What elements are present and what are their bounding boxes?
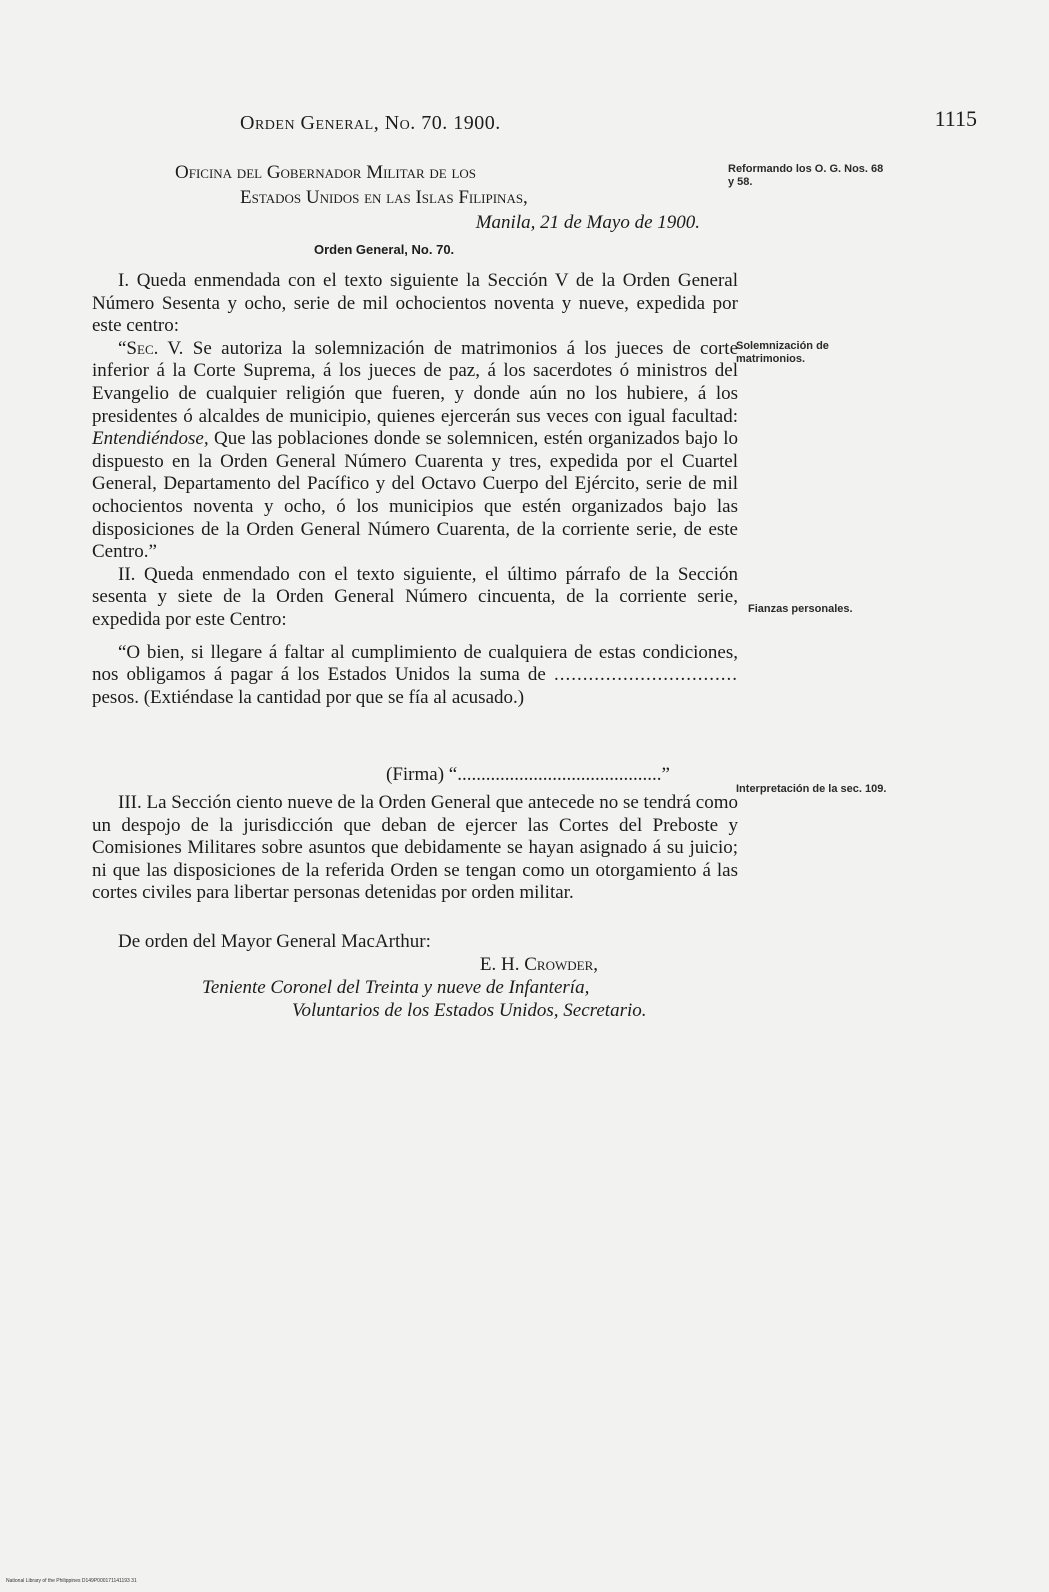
sidenote-fianzas: Fianzas personales. — [748, 603, 853, 615]
page-number: 1115 — [934, 106, 977, 131]
sidenote-solemnizacion: Solemnización de matrimonios. — [736, 340, 829, 365]
running-head: Orden General, No. 70. 1900. — [240, 112, 501, 134]
order-title: Orden General, No. 70. — [314, 242, 455, 257]
signatory-title-1: Teniente Coronel del Treinta y nueve de Infantería, — [202, 977, 590, 998]
office-line-1: Oficina del Gobernador Militar de los — [175, 162, 477, 183]
order-body-iii — [92, 792, 738, 905]
signatory-name-text: E. H. Crowder, — [479, 954, 598, 975]
scan-footer: National Library of the Philippines D149P000171141193 31 — [6, 1578, 137, 1584]
paragraph-iii: III. La Sección ciento nueve de la Orden General que antecede no se tendrá como un despojo de la jurisdicción que deban de ejercer las Cortes del Preboste y Comisiones Militares sobre asuntos que debidamente se hayan asignado á su juicio; ni que las disposiciones de la referida Orden se tengan como un otorgamiento á las cortes civiles para libertar personas detenidas por orden militar. — [92, 792, 738, 904]
bond-text-b: pesos. (Extiéndase la cantidad por que se fía al acusado.) — [92, 686, 525, 708]
office-date-line: Manila, 21 de Mayo de 1900. — [475, 212, 700, 233]
signatory-name — [92, 953, 738, 976]
paragraph-bond-clause — [92, 642, 738, 710]
sidenote-reformando: Reformando los O. G. Nos. 68 y 58. — [728, 163, 884, 188]
signature-blank: (Firma) “...........................................” — [386, 764, 670, 785]
bond-text-a: “O bien, si llegare á faltar al cumplimiento de cualquiera de estas condiciones, nos obligamos á pagar á los Estados Unidos la suma de — [92, 641, 738, 686]
sec-v-emphasis: Entendiéndose, — [92, 428, 209, 450]
paragraph-ii: II. Queda enmendado con el texto siguiente, el último párrafo de la Sección sesenta y siete de la Orden General Número cincuenta, de la corriente serie, expedida por este Centro: — [92, 563, 738, 630]
sec-v-text-a: Se autoriza la solemnización de matrimonios á los jueces de corte inferior á la Corte Suprema, á los jueces de paz, á los sacerdotes ó ministros del Evangelio de cualquier religión que fueren, y donde aún no los hubiere, á los presidentes ó alcaldes de municipio, quienes ejercerán sus veces con igual facultad: — [92, 337, 739, 427]
signatory-title-2: Voluntarios de los Estados Unidos, Secretario. — [292, 1000, 647, 1021]
sec-v-text-b: Que las poblaciones donde se solemnicen, estén organizados bajo lo dispuesto en la Orden General Número Cuarenta y tres, expedida por el Cuartel General, Departamento del Pacífico y del Octavo Cuerpo del Ejército, serie de mil ochocientos noventa y ocho, ó los municipios que estén organizados bajo las disposiciones de la Orden General Número Cuarenta, de la corriente serie, de este Centro.” — [92, 428, 738, 563]
by-order-line: De orden del Mayor General MacArthur: — [118, 931, 431, 952]
signature-block — [92, 930, 738, 1022]
bond-amount-blank: ................................ — [554, 664, 739, 686]
sec-v-label: “Sec. V. — [118, 337, 184, 359]
paragraph-i: I. Queda enmendada con el texto siguiente la Sección V de la Orden General Número Sesenta y ocho, serie de mil ochocientos noventa y nueve, expedida por este centro: — [92, 270, 738, 337]
office-heading — [150, 160, 720, 235]
paragraph-sec-v — [92, 338, 738, 564]
sidenote-interpretacion: Interpretación de la sec. 109. — [736, 783, 887, 795]
order-body — [92, 270, 738, 709]
office-line-2: Estados Unidos en las Islas Filipinas, — [240, 187, 528, 208]
